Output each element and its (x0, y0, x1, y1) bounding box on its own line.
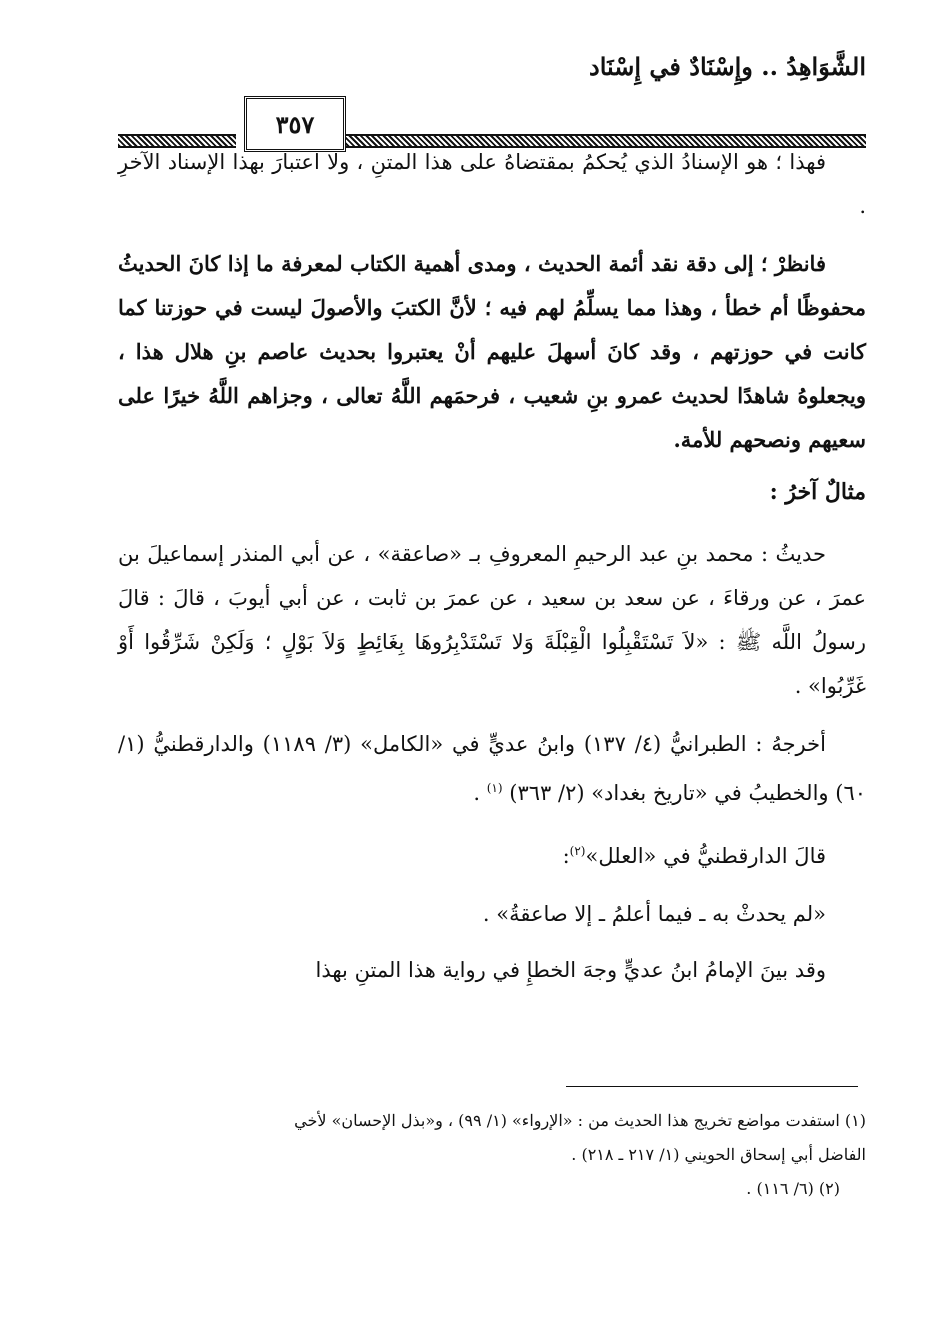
main-text (118, 140, 866, 1006)
footnote-2: (٢) (٦/ ١١٦) . (746, 1179, 840, 1198)
footnote-ref-2: (٢) (569, 844, 586, 858)
footnote-ref-1: (١) (486, 781, 503, 795)
paragraph-1: فهذا ؛ هو الإسنادُ الذي يُحكمُ بمقتضاهُ على هذا المتنِ ، ولا اعتبارَ بهذا الإسناد الآخرِ . (118, 150, 866, 218)
paragraph-5-end: : (562, 844, 570, 868)
footnote-separator (566, 1086, 858, 1087)
running-title: الشَّوَاهِدُ .. وإِسْنَادٌ في إِسْنَاد (589, 52, 866, 81)
paragraph-5 (118, 829, 866, 878)
footnote-1-line-1: (١) استفدت مواضع تخريج هذا الحديث من : «الإرواء» (١/ ٩٩) ، و«بذل الإحسان» لأخي (294, 1111, 866, 1130)
page-header (118, 38, 866, 139)
footnotes (118, 1104, 866, 1206)
paragraph-5-text: قالَ الدارقطنيُّ في «العلل» (585, 844, 826, 868)
paragraph-6: وقد بينَ الإمامُ ابنُ عديٍّ وجهَ الخطإِ في رواية هذا المتنِ بهذا (315, 958, 826, 982)
paragraph-2: فانظرْ ؛ إلى دقة نقد أئمة الحديث ، ومدى أهمية الكتاب لمعرفة ما إذا كانَ الحديثُ محفوظًا أم خطأ ، وهذا مما يسلِّمُ لهم فيه ؛ لأنَّ الكتبَ والأصولَ ليست في حوزتنا كما كانت في حوزتهم ، وقد كانَ أسهلَ عليهم أنْ يعتبروا بحديث عاصم بنِ هلال هذا ، ويجعلوهُ شاهدًا لحديث عمرو بنِ شعيب ، فرحمَهم اللَّهُ تعالى ، وجزاهم اللَّهُ خيرًا على سعيهم ونصحهم للأمة. (118, 251, 866, 452)
footnote-1-line-2: الفاضل أبي إسحاق الحويني (١/ ٢١٧ ـ ٢١٨) . (571, 1145, 866, 1164)
paragraph-3: حديثُ : محمد بنِ عبد الرحيمِ المعروفِ بـ «صاعقة» ، عن أبي المنذر إسماعيلَ بن عمرَ ، عن ورقاءَ ، عن سعد بن سعيد ، عن عمرَ بن ثابت ، عن أبي أيوبَ ، قالَ : قالَ رسولُ اللَّه ﷺ : «لاَ تَسْتَقْبِلُوا الْقِبْلَةَ وَلا تَسْتَدْبِرُوهَا بِغَائِطٍ وَلاَ بَوْلٍ ؛ وَلَكِنْ شَرِّقُوا أَوْ غَرِّبُوا» . (118, 542, 866, 698)
quotation: «لم يحدثْ به ـ فيما أعلمُ ـ إلا صاعقةُ» . (482, 902, 826, 926)
subheading: مثالٌ آخرُ : (769, 479, 866, 505)
page-number: ٣٥٧ (244, 96, 346, 152)
paragraph-4-text: أخرجهُ : الطبرانيُّ (٤/ ١٣٧) وابنُ عديٍّ في «الكامل» (٣/ ١١٨٩) والدارقطنيُّ (١/ ٦٠) والخطيبُ في «تاريخ بغداد» (٢/ ٣٦٣) (118, 732, 866, 805)
paragraph-4: أخرجهُ : الطبرانيُّ (٤/ ١٣٧) وابنُ عديٍّ في «الكامل» (٣/ ١١٨٩) والدارقطنيُّ (١/ ٦٠) والخطيبُ في «تاريخ بغداد» (٢/ ٣٦٣) $^{(١)}$ . (118, 732, 866, 805)
